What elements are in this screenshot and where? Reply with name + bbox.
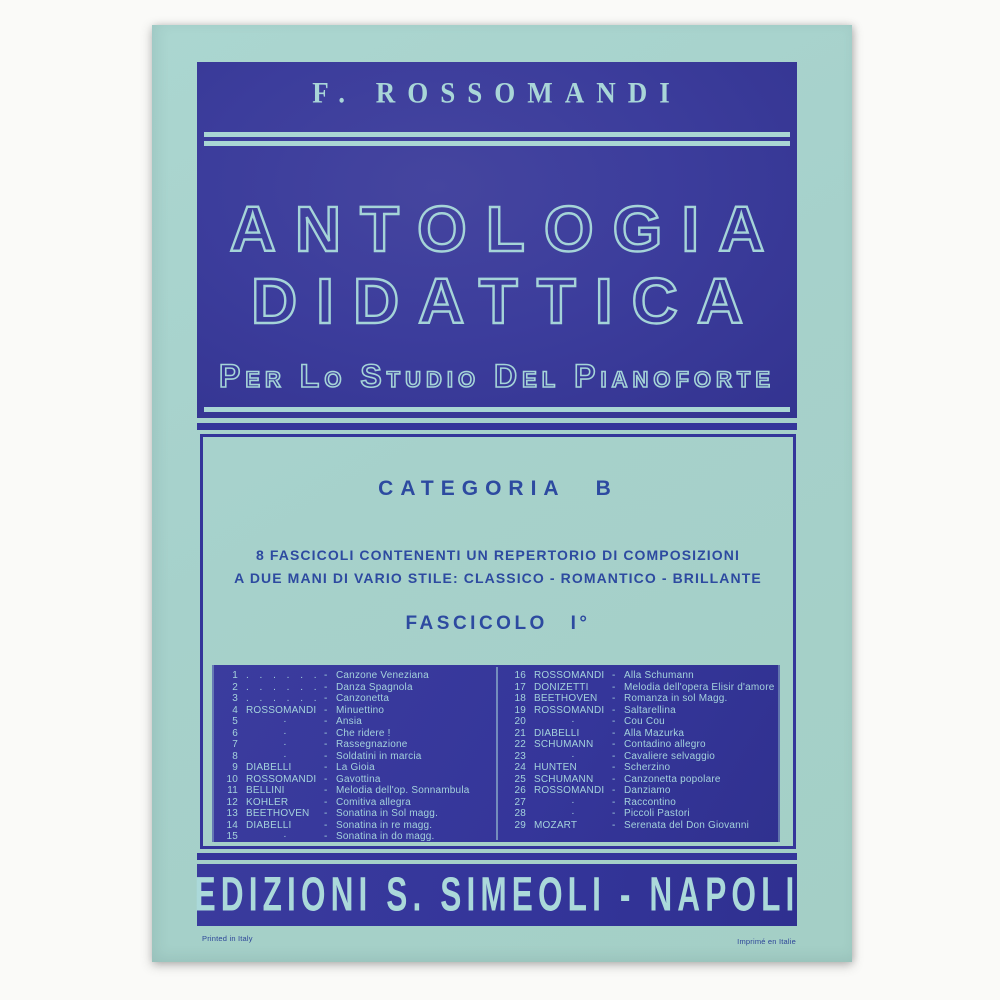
dash: - [612,716,616,727]
piece-title: Canzone Veneziana [336,670,429,681]
item-number: 26 [514,785,526,796]
dash: - [612,785,616,796]
item-number: 12 [226,796,238,808]
item-number: 18 [514,693,526,704]
composer-name: BEETHOVEN [534,693,598,704]
list-item [500,705,780,717]
column-divider [496,667,498,840]
piece-title: Che ridere ! [336,727,391,739]
dash: - [324,819,328,831]
dash: - [612,670,616,681]
dash: - [324,670,328,681]
dash: - [612,727,616,739]
composer-name: ROSSOMANDI [534,785,605,796]
dash: - [612,808,616,819]
piece-title: Gavottina [336,773,381,785]
printed-in-italy-note: Printed in Italy [202,934,253,943]
composer-name: DIABELLI [246,819,292,831]
dash: - [324,750,328,762]
publisher-name: EDIZIONI S. SIMEOLI - NAPOLI [194,867,800,922]
piece-title: Sonatina in do magg. [336,831,435,842]
dash: - [324,716,328,727]
dash: - [612,762,616,773]
dash: - [324,693,328,704]
item-number: 20 [514,716,526,727]
piece-title: Rassegnazione [336,739,408,750]
list-item [500,751,780,763]
item-number: 13 [226,808,238,819]
dash: - [612,750,616,762]
piece-title: Canzonetta [336,693,390,704]
piece-title: Melodia dell'op. Sonnambula [336,785,470,796]
composer-name: · [571,750,575,762]
composer-name: SCHUMANN [534,773,594,785]
piece-title: Saltarellina [624,704,676,716]
author-name: F. ROSSOMANDI [312,76,682,110]
item-number: 5 [232,716,238,727]
list-item [500,774,780,786]
piece-title: Sonatina in Sol magg. [336,808,439,819]
list-item [212,739,496,751]
header-bottom-rule [204,407,790,412]
dash: - [612,739,616,750]
composer-name: . . . . . . [246,681,321,693]
dash: - [324,727,328,739]
list-item [212,762,496,774]
item-number: 6 [232,727,238,739]
composer-name: · [283,750,287,762]
index-panel [212,665,780,842]
composer-name: · [283,727,287,739]
composer-name: · [571,808,575,819]
publisher-band [194,864,800,926]
item-number: 4 [232,704,238,716]
piece-title: Alla Mazurka [624,727,685,739]
item-number: 27 [514,796,526,808]
composer-name: BELLINI [246,785,285,796]
item-number: 8 [232,750,238,762]
list-item [212,670,496,682]
piece-title: Minuettino [336,704,385,716]
list-item [212,728,496,740]
piece-title: Contadino allegro [624,739,706,750]
description-line1: 8 FASCICOLI CONTENENTI UN REPERTORIO DI COMPOSIZIONI [256,547,740,563]
fascicle-label: FASCICOLO I° [405,613,591,634]
composer-name: DONIZETTI [534,681,589,693]
piece-title: Romanza in sol Magg. [624,693,728,704]
composer-name: HUNTEN [534,762,577,773]
list-item [500,716,780,728]
piece-title: Cavaliere selvaggio [624,750,716,762]
item-number: 7 [232,739,238,750]
piece-title: Danziamo [624,785,671,796]
list-item [500,785,780,797]
composer-name: KOHLER [246,796,289,808]
dash: - [612,819,616,831]
index-column-right [500,665,780,842]
description-line2: A DUE MANI DI VARIO STILE: CLASSICO - ROMANTICO - BRILLANTE [234,570,762,586]
item-number: 11 [227,785,238,796]
dash: - [324,808,328,819]
piece-title: Cou Cou [624,716,665,727]
section-divider-rule-bottom [197,853,797,860]
index-column-left [212,665,496,842]
composer-name: · [571,716,575,727]
piece-title: Canzonetta popolare [624,773,721,785]
piece-title: Sonatina in re magg. [336,819,433,831]
dash: - [612,693,616,704]
list-item [500,682,780,694]
dash: - [324,739,328,750]
dash: - [324,773,328,785]
subtitle: Per Lo Studio Del Pianoforte [218,358,776,394]
composer-name: DIABELLI [246,762,292,773]
dash: - [324,762,328,773]
item-number: 23 [514,750,526,762]
list-item [500,820,780,832]
list-item [500,808,780,820]
composer-name: . . . . . . [246,693,321,704]
item-number: 25 [514,773,526,785]
item-number: 10 [226,773,238,785]
category-title: CATEGORIA B [378,477,618,500]
item-number: 3 [232,693,238,704]
item-number: 2 [232,681,238,693]
dash: - [324,831,328,842]
composer-name: ROSSOMANDI [246,773,317,785]
list-item [500,728,780,740]
list-item [500,670,780,682]
composer-name: ROSSOMANDI [534,704,605,716]
item-number: 16 [514,670,526,681]
category-box [200,434,796,849]
list-item [212,831,496,843]
piece-title: Alla Schumann [624,670,694,681]
item-number: 22 [514,739,526,750]
composer-name: SCHUMANN [534,739,594,750]
piece-title: Danza Spagnola [336,681,413,693]
header-divider-rule-1 [204,132,790,137]
list-item [500,739,780,751]
dash: - [612,796,616,808]
composer-name: · [571,796,575,808]
composer-name: · [283,739,287,750]
composer-name: ROSSOMANDI [534,670,605,681]
composer-name: DIABELLI [534,727,580,739]
piece-title: La Gioia [336,762,375,773]
list-item [212,774,496,786]
piece-title: Ansia [336,716,363,727]
composer-name: BEETHOVEN [246,808,310,819]
list-item [500,762,780,774]
piece-title: Raccontino [624,796,677,808]
list-item [212,797,496,809]
item-number: 9 [232,762,238,773]
main-title-line2: DIDATTICA [250,265,763,337]
dash: - [324,796,328,808]
composer-name: . . . . . . [246,670,321,681]
dash: - [324,785,328,796]
dash: - [612,681,616,693]
section-divider-rule-top [197,423,797,430]
piece-title: Melodia dell'opera Elisir d'amore [624,681,775,693]
piece-title: Soldatini in marcia [336,750,422,762]
list-item [212,693,496,705]
item-number: 24 [514,762,526,773]
list-item [212,716,496,728]
piece-title: Piccoli Pastori [624,808,690,819]
composer-name: ROSSOMANDI [246,704,317,716]
list-item [500,693,780,705]
list-item [212,751,496,763]
list-item [212,682,496,694]
dash: - [612,773,616,785]
dash: - [612,704,616,716]
list-item [212,808,496,820]
item-number: 17 [514,681,526,693]
composer-name: · [283,831,287,842]
list-item [212,785,496,797]
item-number: 15 [226,831,238,842]
composer-name: · [283,716,287,727]
header-divider-rule-2 [204,141,790,146]
item-number: 1 [232,670,238,681]
dash: - [324,704,328,716]
item-number: 28 [514,808,526,819]
list-item [212,820,496,832]
piece-title: Serenata del Don Giovanni [624,819,750,831]
item-number: 29 [514,819,526,831]
piece-title: Scherzino [624,762,671,773]
item-number: 21 [514,727,526,739]
list-item [500,797,780,809]
composer-name: MOZART [534,819,578,831]
imprime-en-italie-note: Imprimé en Italie [737,937,796,946]
item-number: 19 [514,704,526,716]
item-number: 14 [226,819,238,831]
main-title-line1: ANTOLOGIA [229,193,784,265]
piece-title: Comitiva allegra [336,796,411,808]
dash: - [324,681,328,693]
cover-page [152,25,852,962]
header-panel [197,62,797,418]
list-item [212,705,496,717]
